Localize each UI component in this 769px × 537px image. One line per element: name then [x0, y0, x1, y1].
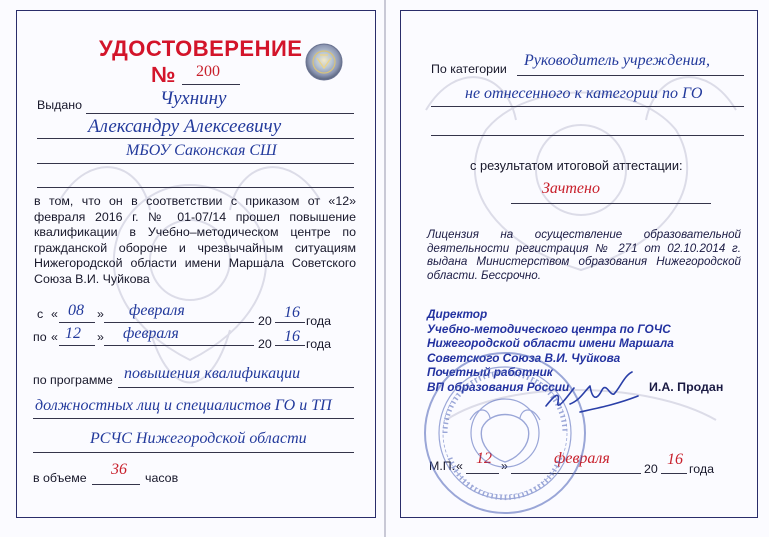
result-underline: [511, 203, 711, 204]
volume-value: 36: [111, 461, 127, 478]
period-to-year-underline: [275, 345, 305, 346]
program-line-3-underline: [33, 452, 354, 453]
category-blank-underline: [431, 135, 744, 136]
volume-underline: [92, 484, 140, 485]
result-label: с результатом итоговой аттестации:: [470, 158, 683, 173]
director-line: Почетный работник: [427, 365, 553, 380]
blank-underline: [37, 187, 354, 188]
period-from-year-underline: [275, 322, 305, 323]
recipient-surname: Чухнину: [160, 88, 227, 109]
result-value: Зачтено: [542, 180, 600, 197]
license-text: Лицензия на осуществление образовательной деятельности регистрация № 271 от 02.10.2014 г. выдана Министерством образования Нижегородской области. Бессрочно.: [427, 228, 741, 282]
period-to-year-word: года: [306, 337, 331, 351]
category-line-2: не отнесенного к категории по ГО: [465, 85, 703, 102]
period-from-open-quote: «: [51, 307, 58, 321]
recipient-given-names: Александру Алексеевичу: [88, 116, 282, 137]
period-to-day-underline: [59, 345, 95, 346]
issued-label: Выдано: [37, 98, 83, 112]
period-from-close-quote: »: [97, 307, 104, 321]
period-from-day: 08: [68, 302, 84, 319]
number-sign: №: [151, 62, 176, 87]
period-from-year-suffix: 16: [284, 304, 300, 321]
period-to-year-suffix: 16: [284, 328, 300, 345]
director-name: И.А. Продан: [649, 380, 724, 394]
period-from-prefix: с: [37, 307, 44, 321]
program-label: по программе: [33, 373, 113, 387]
category-line-1-underline: [517, 75, 744, 76]
issue-year-suffix: 16: [667, 451, 683, 468]
period-to-open-quote: «: [51, 330, 58, 344]
hologram-seal-icon: [304, 42, 344, 82]
issue-open-quote: «: [456, 459, 463, 473]
director-line: ВП образования России: [427, 379, 570, 394]
certificate-number: 200: [196, 63, 220, 80]
number-underline: [182, 84, 240, 85]
period-to-month: февраля: [123, 325, 179, 342]
organization-underline: [37, 163, 354, 164]
program-line-3: РСЧС Нижегородской области: [90, 430, 307, 447]
surname-underline: [86, 113, 354, 114]
stamp-place-label: М.П.: [429, 459, 456, 473]
issue-day: 12: [476, 450, 492, 467]
period-to-prefix: по: [33, 330, 47, 344]
period-from-month-underline: [104, 322, 254, 323]
issue-year-prefix: 20: [644, 462, 658, 476]
program-line-1-underline: [118, 387, 354, 388]
recipient-organization: МБОУ Саконская СШ: [126, 142, 277, 159]
category-line-2-underline: [431, 106, 744, 107]
volume-label: в объеме: [33, 471, 87, 485]
period-to-month-underline: [104, 345, 254, 346]
director-line: Советского Союза В.И. Чуйкова: [427, 350, 621, 365]
certificate-title: УДОСТОВЕРЕНИЕ: [99, 36, 303, 61]
period-to-close-quote: »: [97, 330, 104, 344]
issue-year-underline: [661, 473, 687, 474]
period-to-day: 12: [65, 325, 81, 342]
volume-unit: часов: [145, 471, 179, 485]
category-line-1: Руководитель учреждения,: [524, 52, 710, 69]
category-label: По категории: [431, 62, 507, 76]
program-line-1: повышения квалификации: [124, 365, 301, 382]
issue-month: февраля: [554, 450, 610, 467]
director-line: Директор: [427, 307, 488, 321]
signature-icon: [540, 366, 650, 426]
period-from-year-word: года: [306, 314, 331, 328]
director-line: Учебно-методического центра по ГОЧС: [427, 321, 671, 336]
period-from-day-underline: [59, 322, 95, 323]
director-line: Нижегородской области имени Маршала: [427, 336, 674, 351]
certificate-body-text: в том, что он в соответствии с приказом от «12» февраля 2016 г. № 01-07/14 прошел повышение квалификации в Учебно–методическом центре по гражданской обороне и чрезвычайным ситуациям Нижегородской области имени Маршала Советского Союза В.И. Чуйкова: [34, 194, 356, 286]
issue-close-quote: »: [501, 459, 508, 473]
period-to-year-prefix: 20: [258, 337, 272, 351]
issue-year-word: года: [689, 462, 714, 476]
program-line-2-underline: [33, 418, 354, 419]
program-line-2: должностных лиц и специалистов ГО и ТП: [35, 397, 332, 414]
period-from-month: февраля: [129, 302, 185, 319]
period-from-year-prefix: 20: [258, 314, 272, 328]
certificate-left-page: [0, 0, 384, 537]
given-names-underline: [37, 138, 354, 139]
